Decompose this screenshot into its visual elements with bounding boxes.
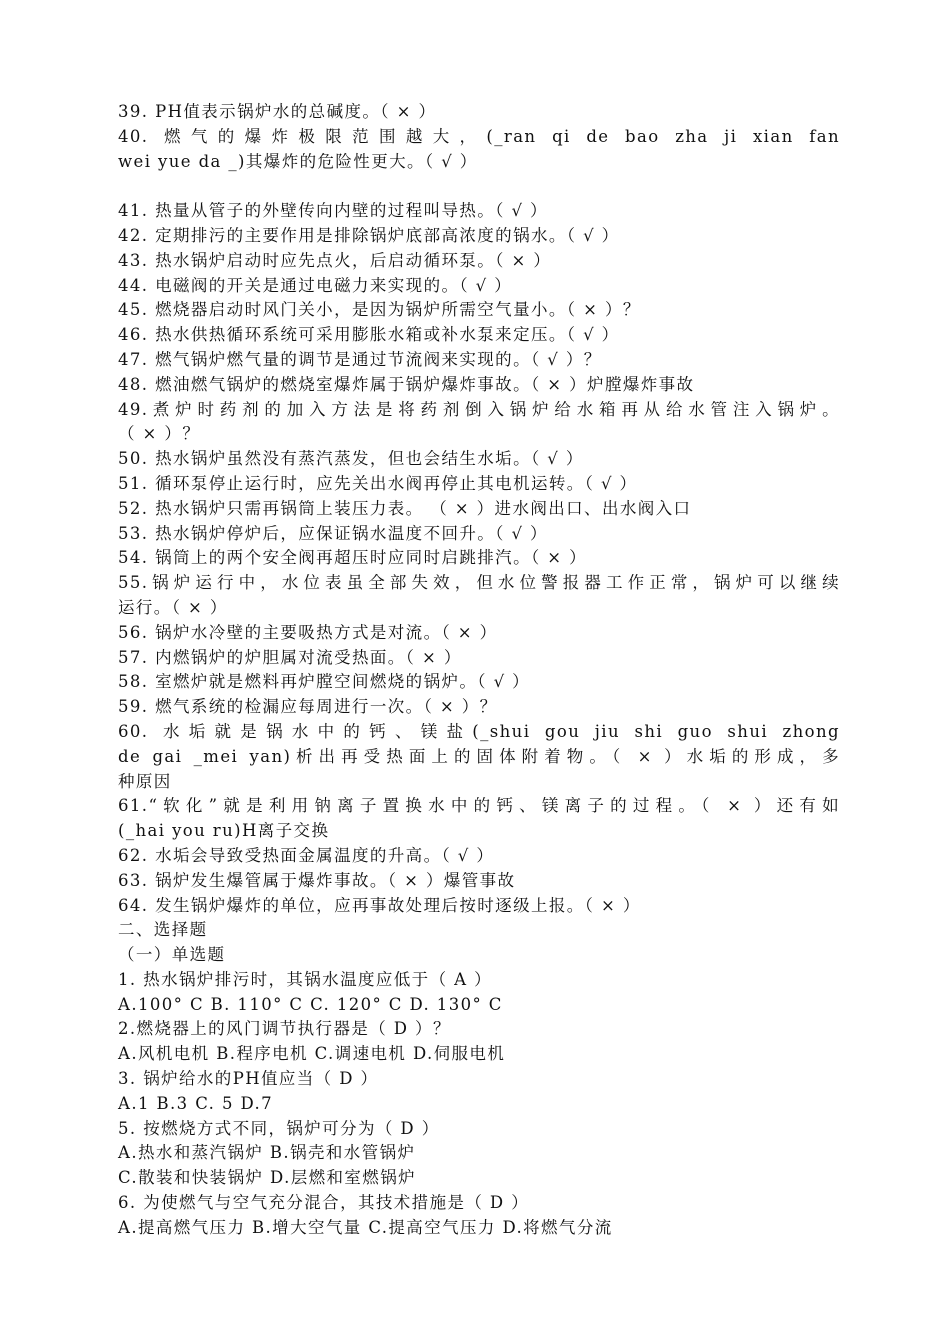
text-line: 6. 为使燃气与空气充分混合，其技术措施是（ D ） (118, 1193, 530, 1213)
text-line: 53. 热水锅炉停炉后，应保证锅水温度不回升。（ √ ） (118, 523, 548, 543)
text-line: 47. 燃气锅炉燃气量的调节是通过节流阀来实现的。（ √ ）？ (118, 349, 602, 369)
text-line: A.风机电机 B.程序电机 C.调速电机 D.伺服电机 (118, 1044, 506, 1064)
text-line: 1. 热水锅炉排污时，其锅水温度应低于（ A ） (118, 969, 492, 989)
text-line: 51. 循环泵停止运行时，应先关出水阀再停止其电机运转。（ √ ） (118, 473, 638, 493)
text-line: A.1 B.3 C. 5 D.7 (118, 1093, 274, 1113)
text-line: A.提高燃气压力 B.增大空气量 C.提高空气压力 D.将燃气分流 (118, 1217, 613, 1237)
text-line: 49.煮炉时药剂的加入方法是将药剂倒入锅炉给水箱再从给水管注入锅炉。 (118, 399, 840, 419)
text-line: 52. 热水锅炉只需再锅筒上装压力表。 （ × ）进水阀出口、出水阀入口 (118, 498, 692, 518)
text-line: 44. 电磁阀的开关是通过电磁力来实现的。（ √ ） (118, 275, 513, 295)
text-line: 64. 发生锅炉爆炸的单位，应再事故处理后按时逐级上报。（ × ） (118, 895, 641, 915)
text-line: 46. 热水供热循环系统可采用膨胀水箱或补水泵来定压。（ √ ） (118, 325, 620, 345)
text-line: 2.燃烧器上的风门调节执行器是（ D ）？ (118, 1019, 451, 1039)
text-line: 5. 按燃烧方式不同，锅炉可分为（ D ） (118, 1118, 440, 1138)
text-line: （一）单选题 (118, 945, 226, 965)
text-line: 42. 定期排污的主要作用是排除锅炉底部高浓度的锅水。（ √ ） (118, 225, 620, 245)
text-line: 43. 热水锅炉启动时应先点火，后启动循环泵。（ × ） (118, 250, 552, 270)
text-line: 63. 锅炉发生爆管属于爆炸事故。（ × ）爆管事故 (118, 870, 516, 890)
text-line: wei yue da _)其爆炸的危险性更大。（ √ ） (118, 151, 478, 171)
text-line: 58. 室燃炉就是燃料再炉膛空间燃烧的锅炉。（ √ ） (118, 672, 531, 692)
text-line: 57. 内燃锅炉的炉胆属对流受热面。（ × ） (118, 647, 462, 667)
text-line: 45. 燃烧器启动时风门关小，是因为锅炉所需空气量小。（ × ）？ (118, 300, 641, 320)
text-line: (_hai you ru)H离子交换 (118, 821, 330, 841)
text-line: A.热水和蒸汽锅炉 B.锅壳和水管锅炉 (118, 1143, 416, 1163)
text-line: 59. 燃气系统的检漏应每周进行一次。（ × ）？ (118, 697, 498, 717)
text-line: 二、选择题 (118, 920, 208, 940)
text-line: A.100° C B. 110° C C. 120° C D. 130° C (118, 994, 503, 1014)
text-line: 50. 热水锅炉虽然没有蒸汽蒸发，但也会结生水垢。（ √ ） (118, 449, 584, 469)
text-line: 39. PH值表示锅炉水的总碱度。（ × ） (118, 102, 437, 121)
text-line: de gai _mei yan)析出再受热面上的固体附着物。（ × ）水垢的形成，多 (118, 746, 840, 766)
text-line: （ × ）？ (118, 424, 201, 444)
text-line: 62. 水垢会导致受热面金属温度的升高。（ √ ） (118, 845, 495, 865)
text-line: 40. 燃气的爆炸极限范围越大，(_ran qi de bao zha ji xian fan (118, 126, 840, 146)
text-line: 3. 锅炉给水的PH值应当（ D ） (118, 1069, 379, 1089)
text-line: 61.“软化”就是利用钠离子置换水中的钙、镁离子的过程。（ × ）还有如 (118, 796, 840, 816)
text-line: 56. 锅炉水冷壁的主要吸热方式是对流。（ × ） (118, 622, 498, 642)
text-line: 60. 水垢就是锅水中的钙、镁盐(_shui gou jiu shi guo shui zhong (118, 721, 840, 741)
document-body (118, 100, 840, 1241)
text-line: 种原因 (118, 771, 172, 791)
blank-line (118, 174, 840, 199)
text-line: C.散装和快装锅炉 D.层燃和室燃锅炉 (118, 1168, 417, 1188)
text-line: 55.锅炉运行中，水位表虽全部失效，但水位警报器工作正常，锅炉可以继续 (118, 573, 840, 593)
text-line: 运行。（ × ） (118, 597, 228, 617)
text-line: 48. 燃油燃气锅炉的燃烧室爆炸属于锅炉爆炸事故。（ × ）炉膛爆炸事故 (118, 374, 695, 394)
text-line: 54. 锅筒上的两个安全阀再超压时应同时启跳排汽。（ × ） (118, 548, 588, 568)
text-line: 41. 热量从管子的外壁传向内壁的过程叫导热。（ √ ） (118, 201, 548, 221)
